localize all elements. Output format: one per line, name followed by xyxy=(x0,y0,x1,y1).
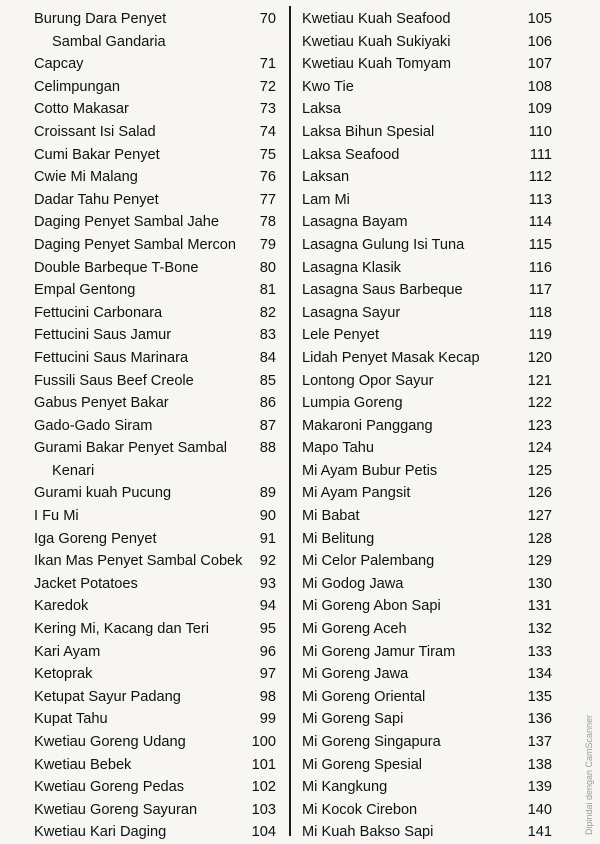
index-column-left xyxy=(34,8,276,844)
index-entry xyxy=(302,370,552,393)
index-entry xyxy=(302,53,552,76)
index-entry xyxy=(302,505,552,528)
index-entry xyxy=(34,437,276,460)
page-number: 116 xyxy=(528,259,552,276)
recipe-name: Kering Mi, Kacang dan Teri xyxy=(34,621,209,638)
index-entry xyxy=(302,550,552,573)
index-entry xyxy=(302,641,552,664)
recipe-name: Kupat Tahu xyxy=(34,711,108,728)
index-entry xyxy=(302,8,552,31)
recipe-name: Mi Goreng Jawa xyxy=(302,666,409,683)
recipe-name: Mi Goreng Sapi xyxy=(302,711,404,728)
column-divider xyxy=(289,6,291,836)
recipe-name: Mi Goreng Aceh xyxy=(302,621,407,638)
page-number: 122 xyxy=(527,395,552,412)
index-entry xyxy=(302,279,552,302)
recipe-name: Mi Belitung xyxy=(302,530,375,547)
recipe-name: Mi Kocok Cirebon xyxy=(302,801,418,818)
page-number: 107 xyxy=(527,56,552,73)
recipe-name: Jacket Potatoes xyxy=(34,575,138,592)
page-number: 106 xyxy=(527,33,552,50)
page-number: 126 xyxy=(527,485,552,502)
index-entry xyxy=(34,8,276,31)
recipe-name: Croissant Isi Salad xyxy=(34,123,156,140)
recipe-name: Kwetiau Kuah Sukiyaki xyxy=(302,33,451,50)
index-entry xyxy=(34,686,276,709)
page-number: 101 xyxy=(251,756,276,773)
page-number: 87 xyxy=(259,417,276,434)
recipe-name: Kwetiau Bebek xyxy=(34,756,132,773)
index-entry xyxy=(34,482,276,505)
page-number: 137 xyxy=(527,734,552,750)
index-entry xyxy=(302,618,552,641)
recipe-name: Mi Goreng Spesial xyxy=(302,756,423,773)
index-entry xyxy=(34,324,276,347)
page-number: 114 xyxy=(528,214,552,231)
recipe-name: Iga Goreng Penyet xyxy=(34,530,157,547)
recipe-name: Burung Dara Penyet xyxy=(34,11,167,27)
page-number: 99 xyxy=(259,711,276,728)
index-entry xyxy=(34,211,276,234)
index-entry xyxy=(302,437,552,460)
recipe-name: Mi Babat xyxy=(302,508,360,525)
recipe-name: Kwetiau Goreng Pedas xyxy=(34,779,185,796)
page-number: 120 xyxy=(527,349,552,366)
page-number: 141 xyxy=(527,824,552,841)
index-entry xyxy=(302,31,552,54)
recipe-name: Kari Ayam xyxy=(34,643,101,660)
page-number: 133 xyxy=(527,643,552,660)
index-entry xyxy=(34,799,276,822)
index-entry xyxy=(302,799,552,822)
index-entry xyxy=(302,302,552,325)
recipe-name: Dadar Tahu Penyet xyxy=(34,191,159,208)
index-entry xyxy=(302,76,552,99)
index-entry xyxy=(34,708,276,731)
page-number: 91 xyxy=(259,530,276,547)
page-number: 138 xyxy=(527,756,552,773)
index-entry xyxy=(34,257,276,280)
recipe-name: Lumpia Goreng xyxy=(302,395,403,412)
index-entry xyxy=(302,482,552,505)
page-number: 95 xyxy=(259,621,276,638)
page-number: 130 xyxy=(527,575,552,592)
index-entry xyxy=(302,776,552,799)
index-entry xyxy=(302,754,552,777)
recipe-name: Mi Goreng Oriental xyxy=(302,688,426,705)
recipe-name: Kwetiau Kari Daging xyxy=(34,824,167,841)
index-entry xyxy=(34,144,276,167)
recipe-name: Capcay xyxy=(34,56,84,73)
index-entry xyxy=(302,731,552,754)
page-number: 73 xyxy=(259,101,276,118)
page-number: 132 xyxy=(527,621,552,638)
index-entry xyxy=(302,347,552,370)
index-entry xyxy=(302,528,552,551)
index-entry xyxy=(302,708,552,731)
index-entry xyxy=(302,686,552,709)
recipe-name: Kwetiau Goreng Sayuran xyxy=(34,801,198,818)
recipe-name: Laksa Seafood xyxy=(302,146,400,163)
recipe-name: Ikan Mas Penyet Sambal Cobek xyxy=(34,553,243,570)
recipe-name: Daging Penyet Sambal Mercon xyxy=(34,236,236,253)
page-number: 92 xyxy=(259,553,276,570)
index-entry xyxy=(34,347,276,370)
page-number: 134 xyxy=(527,666,552,683)
recipe-name: Lele Penyet xyxy=(302,327,380,344)
page-number: 96 xyxy=(259,643,276,660)
page-number: 109 xyxy=(527,101,552,118)
page-number: 125 xyxy=(527,462,552,479)
index-entry xyxy=(302,392,552,415)
index-entry xyxy=(302,324,552,347)
recipe-name: Kwo Tie xyxy=(302,78,354,95)
index-entry xyxy=(302,211,552,234)
index-entry xyxy=(34,370,276,393)
page-number: 97 xyxy=(259,666,276,683)
recipe-name: Lasagna Gulung Isi Tuna xyxy=(302,236,465,253)
recipe-name: Mi Celor Palembang xyxy=(302,553,435,570)
page-number: 83 xyxy=(259,327,276,344)
page-number: 117 xyxy=(528,282,552,299)
index-entry xyxy=(34,415,276,438)
recipe-name: Mi Godog Jawa xyxy=(302,575,404,592)
recipe-name: Lasagna Klasik xyxy=(302,259,401,276)
index-entry xyxy=(34,505,276,528)
recipe-name: Lasagna Sayur xyxy=(302,304,401,321)
page-number: 103 xyxy=(251,801,276,818)
recipe-name: Laksa xyxy=(302,101,341,118)
index-entry xyxy=(34,392,276,415)
index-entry xyxy=(302,595,552,618)
page-number: 88 xyxy=(259,440,276,457)
recipe-name: Mapo Tahu xyxy=(302,440,374,457)
index-column-right xyxy=(302,8,552,844)
recipe-name: Mi Ayam Pangsit xyxy=(302,485,411,502)
recipe-name: Mi Goreng Jamur Tiram xyxy=(302,643,456,660)
index-entry xyxy=(34,754,276,777)
recipe-name: Mi Kuah Bakso Sapi xyxy=(302,824,434,841)
page-number: 113 xyxy=(528,191,552,208)
page-number: 80 xyxy=(259,259,276,276)
index-entry xyxy=(302,166,552,189)
index-entry xyxy=(34,121,276,144)
index-entry xyxy=(302,121,552,144)
recipe-name: Lidah Penyet Masak Kecap xyxy=(302,349,480,366)
recipe-name: Fettucini Carbonara xyxy=(34,304,163,321)
page-number: 89 xyxy=(259,485,276,502)
index-entry xyxy=(34,776,276,799)
page-number: 118 xyxy=(528,304,552,321)
recipe-name: Lontong Opor Sayur xyxy=(302,372,434,389)
page-number: 105 xyxy=(527,11,552,27)
recipe-name: Daging Penyet Sambal Jahe xyxy=(34,214,219,231)
page-number: 140 xyxy=(527,801,552,818)
recipe-name: Fettucini Saus Marinara xyxy=(34,349,189,366)
page-number: 93 xyxy=(259,575,276,592)
page-number: 84 xyxy=(259,349,276,366)
recipe-name: Laksan xyxy=(302,169,350,186)
index-entry xyxy=(34,279,276,302)
index-entry xyxy=(34,53,276,76)
index-entry xyxy=(34,528,276,551)
recipe-name: Lam Mi xyxy=(302,191,350,208)
recipe-name: Empal Gentong xyxy=(34,282,136,299)
recipe-name: Cwie Mi Malang xyxy=(34,169,138,186)
page-number: 135 xyxy=(527,688,552,705)
recipe-name: Makaroni Panggang xyxy=(302,417,433,434)
index-entry xyxy=(302,98,552,121)
page-number: 111 xyxy=(529,146,552,163)
page-number: 79 xyxy=(259,236,276,253)
recipe-name: Gurami Bakar Penyet Sambal xyxy=(34,440,228,457)
page-number: 112 xyxy=(528,169,552,186)
page-number: 82 xyxy=(259,304,276,321)
page-number: 75 xyxy=(259,146,276,163)
index-entry xyxy=(34,573,276,596)
recipe-name: Mi Ayam Bubur Petis xyxy=(302,462,438,479)
page-number: 104 xyxy=(251,824,276,841)
index-entry xyxy=(34,460,276,483)
index-entry xyxy=(34,618,276,641)
page-number: 139 xyxy=(527,779,552,796)
page-number: 123 xyxy=(527,417,552,434)
recipe-name: Kwetiau Goreng Udang xyxy=(34,734,186,750)
index-entry xyxy=(34,595,276,618)
recipe-name: Lasagna Saus Barbeque xyxy=(302,282,463,299)
index-entry xyxy=(34,731,276,754)
recipe-name: Fussili Saus Beef Creole xyxy=(34,372,194,389)
index-entry xyxy=(302,257,552,280)
page-number: 110 xyxy=(528,123,552,140)
page-number: 136 xyxy=(527,711,552,728)
page-number: 129 xyxy=(527,553,552,570)
page-number: 102 xyxy=(251,779,276,796)
index-entry xyxy=(34,302,276,325)
page-number: 115 xyxy=(528,236,552,253)
index-entry xyxy=(302,189,552,212)
page-number: 81 xyxy=(259,282,276,299)
recipe-name: Cumi Bakar Penyet xyxy=(34,146,160,163)
recipe-name: Ketoprak xyxy=(34,666,93,683)
page-number: 108 xyxy=(527,78,552,95)
index-entry xyxy=(34,550,276,573)
index-entry xyxy=(34,98,276,121)
page-number: 128 xyxy=(527,530,552,547)
recipe-name: Mi Goreng Abon Sapi xyxy=(302,598,441,615)
page-number: 121 xyxy=(527,372,552,389)
page-number: 85 xyxy=(259,372,276,389)
recipe-name: Gabus Penyet Bakar xyxy=(34,395,169,412)
recipe-name: Ketupat Sayur Padang xyxy=(34,688,181,705)
index-entry xyxy=(302,234,552,257)
recipe-name: Karedok xyxy=(34,598,89,615)
index-entry xyxy=(302,573,552,596)
index-entry xyxy=(34,166,276,189)
page-number: 71 xyxy=(259,56,276,73)
index-entry xyxy=(34,189,276,212)
index-entry xyxy=(302,415,552,438)
recipe-name: Fettucini Saus Jamur xyxy=(34,327,172,344)
index-entry xyxy=(34,31,276,54)
recipe-name: I Fu Mi xyxy=(34,508,79,525)
recipe-name: Sambal Gandaria xyxy=(52,33,166,50)
page-number: 86 xyxy=(259,395,276,412)
recipe-name: Cotto Makasar xyxy=(34,101,129,118)
recipe-name: Lasagna Bayam xyxy=(302,214,408,231)
recipe-name: Double Barbeque T-Bone xyxy=(34,259,199,276)
recipe-name: Gurami kuah Pucung xyxy=(34,485,172,502)
page-number: 124 xyxy=(527,440,552,457)
page-number: 90 xyxy=(259,508,276,525)
page-number: 77 xyxy=(259,191,276,208)
page-number: 98 xyxy=(259,688,276,705)
recipe-name: Kenari xyxy=(52,462,95,479)
index-entry xyxy=(34,234,276,257)
index-entry xyxy=(34,641,276,664)
page-number: 127 xyxy=(527,508,552,525)
recipe-name: Kwetiau Kuah Tomyam xyxy=(302,56,451,73)
recipe-name: Mi Goreng Singapura xyxy=(302,734,441,750)
recipe-name: Laksa Bihun Spesial xyxy=(302,123,435,140)
page-number: 119 xyxy=(528,327,552,344)
page-number: 70 xyxy=(259,11,276,27)
index-entry xyxy=(302,460,552,483)
index-entry xyxy=(34,76,276,99)
index-entry xyxy=(34,663,276,686)
page-number: 72 xyxy=(259,78,276,95)
index-entry xyxy=(302,144,552,167)
index-entry xyxy=(302,663,552,686)
page-number: 78 xyxy=(259,214,276,231)
page-number: 74 xyxy=(259,123,276,140)
recipe-name: Celimpungan xyxy=(34,78,120,95)
page-number: 131 xyxy=(527,598,552,615)
scanner-watermark: Dipindai dengan CamScanner xyxy=(584,714,594,835)
page-number: 76 xyxy=(259,169,276,186)
page-number: 94 xyxy=(259,598,276,615)
recipe-name: Kwetiau Kuah Seafood xyxy=(302,11,451,27)
recipe-name: Gado-Gado Siram xyxy=(34,417,153,434)
page-number: 100 xyxy=(251,734,276,750)
recipe-name: Mi Kangkung xyxy=(302,779,388,796)
